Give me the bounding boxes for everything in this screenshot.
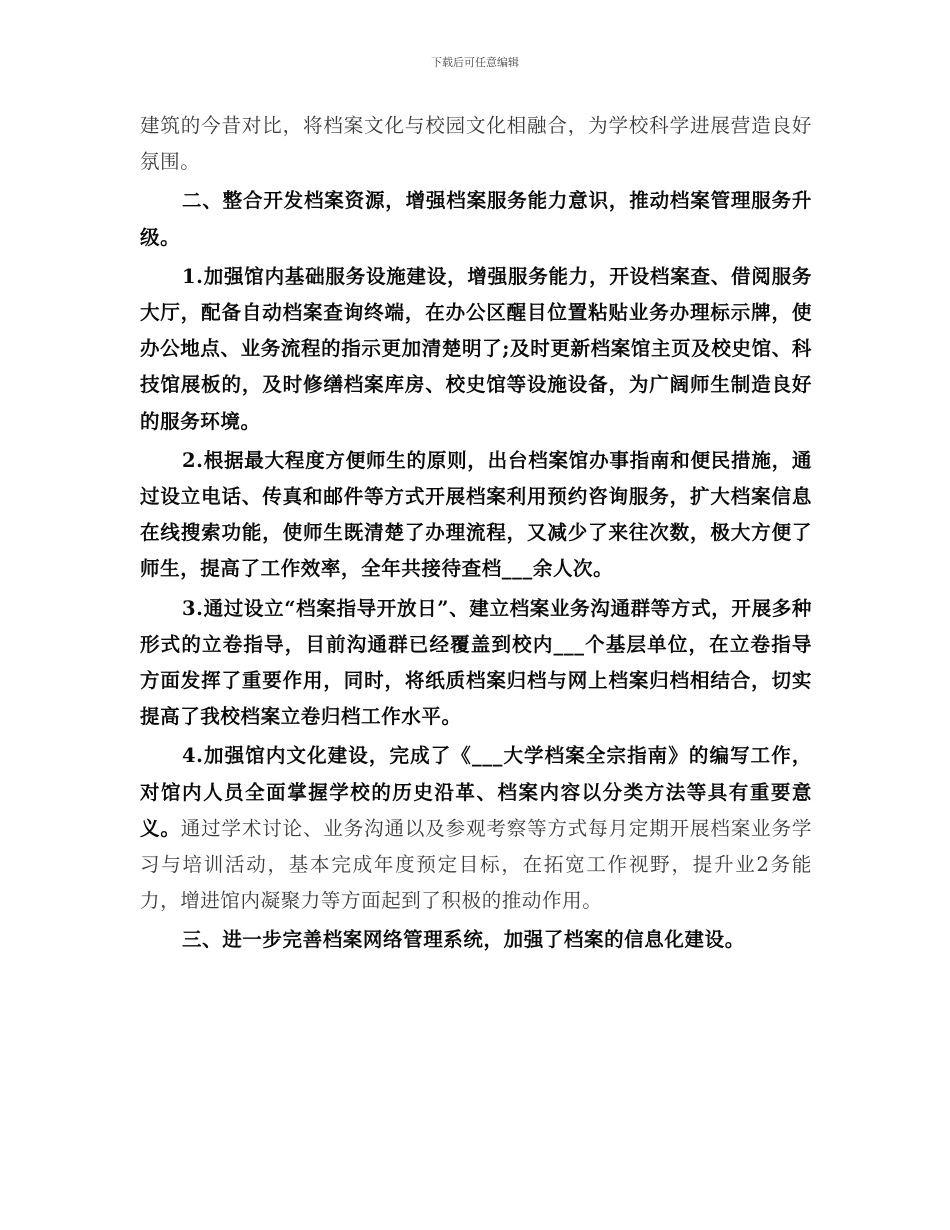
paragraph-continuation: 建筑的今昔对比，将档案文化与校园文化相融合，为学校科学进展营造良好氛围。: [140, 114, 812, 174]
paragraph-item-4: [140, 738, 812, 919]
paragraph-item-2: 2.根据最大程度方便师生的原则，出台档案馆办事指南和便民措施，通过设立电话、传真和邮件等方式开展档案利用预约咨询服务，扩大档案信息在线搜索功能，使师生既清楚了办理流程，又减少了来往次数，极大方便了师生，提高了工作效率，全年共接待查档___余人次。: [140, 448, 812, 581]
page-header: 下载后可任意编辑: [431, 56, 519, 69]
paragraph-item-4-bold: 4.加强馆内文化建设，完成了《___大学档案全宗指南》的编写工作，对馆内人员全面掌握学校的历史沿革、档案内容以分类方法等具有重要意义。: [140, 744, 812, 840]
paragraph-item-4-light: 通过学术讨论、业务沟通以及参观考察等方式每月定期开展档案业务学习与培训活动，基本完成年度预定目标，在拓宽工作视野，提升业2务能力，增进馆内凝聚力等方面起到了积极的推动作用。: [140, 816, 812, 913]
section-heading-3: 三、进一步完善档案网络管理系统，加强了档案的信息化建设。: [182, 928, 745, 952]
document-body: [140, 108, 812, 962]
section-heading-2: 二、整合开发档案资源，增强档案服务能力意识，推动档案管理服务升级。: [140, 189, 812, 249]
paragraph-item-3: 3.通过设立“档案指导开放日”、建立档案业务沟通群等方式，开展多种形式的立卷指导，目前沟通群已经覆盖到校内___个基层单位，在立卷指导方面发挥了重要作用，同时，将纸质档案归档与网上档案归档相结合，切实提高了我校档案立卷归档工作水平。: [140, 596, 812, 729]
paragraph-item-1: 1.加强馆内基础服务设施建设，增强服务能力，开设档案查、借阅服务大厅，配备自动档案查询终端，在办公区醒目位置粘贴业务办理标示牌，使办公地点、业务流程的指示更加清楚明了;及时更新档案馆主页及校史馆、科技馆展板的，及时修缮档案库房、校史馆等设施设备，为广阔师生制造良好的服务环境。: [140, 264, 812, 433]
